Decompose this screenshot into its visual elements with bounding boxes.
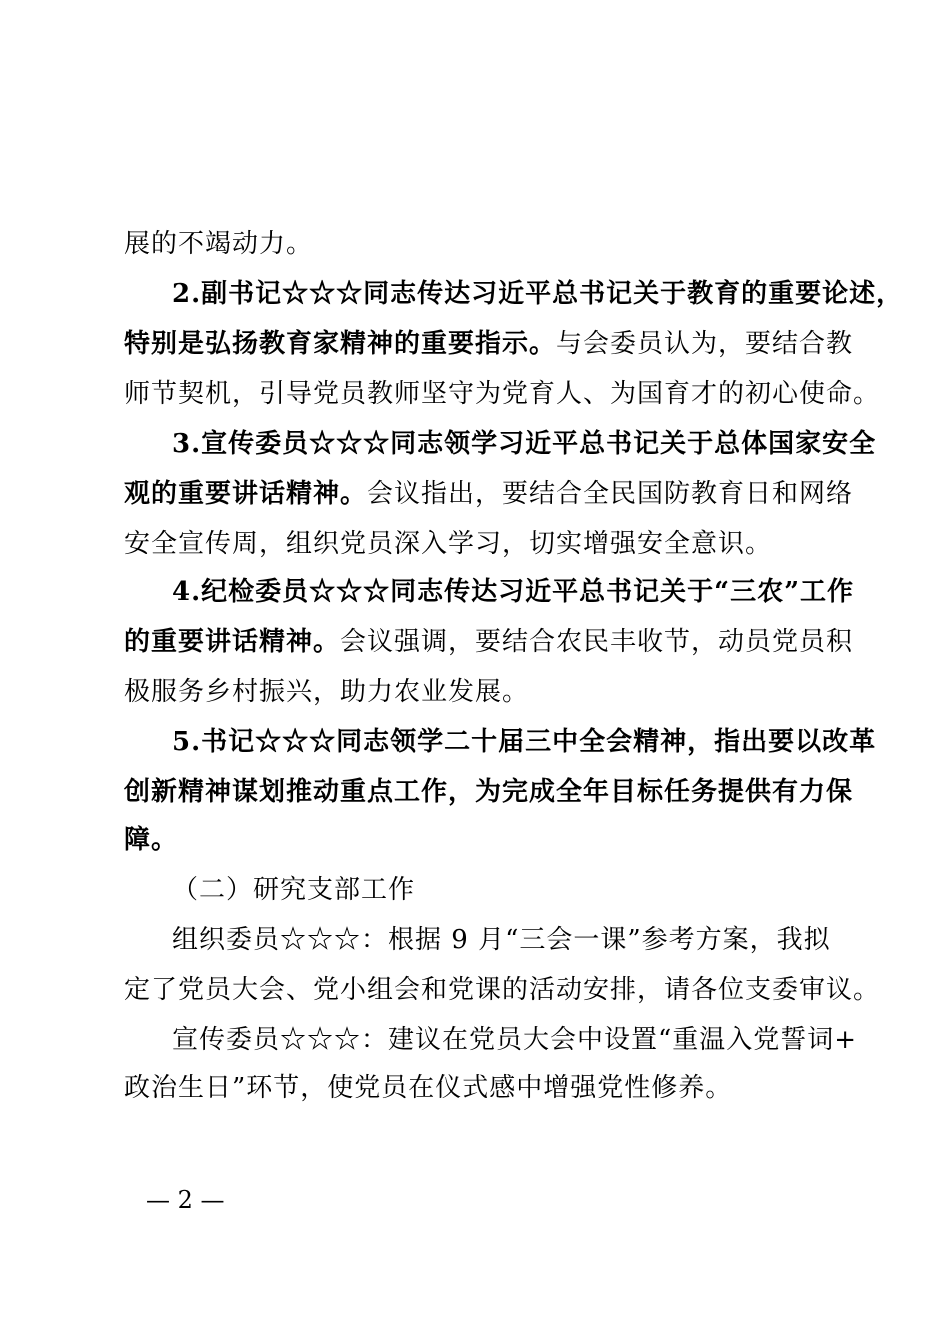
paragraph-line [172,914,831,966]
item-5-title-line [172,716,876,768]
item-4-line [124,616,853,668]
text-segment: 宣传委员☆☆☆：建议在党员大会中设置“重温入党誓词+ [172,1025,858,1055]
item-3-title-line [172,418,876,470]
paragraph-line [124,964,880,1016]
item-2-line [124,318,853,370]
text-segment: （二）研究支部工作 [172,875,416,905]
text-segment: 组织委员☆☆☆：根据 9 月“三会一课”参考方案，我拟 [172,925,831,955]
item-3-line [124,518,772,570]
text-segment: 展的不竭动力。 [124,229,314,259]
paragraph-line [172,1014,857,1066]
bold-text-segment: 特别是弘扬教育家精神的重要指示。 [124,329,557,359]
item-3-line [124,468,853,520]
item-5-line [124,814,178,866]
text-segment: 2.副书记☆☆☆同志传达习近平总书记关于教育的重要论述， [172,279,904,309]
text-segment: 师节契机，引导党员教师坚守为党育人、为国育才的初心使命。 [124,379,881,409]
text-segment: 障。 [124,825,179,855]
text-segment: 与会委员认为，要结合教 [556,329,854,359]
text-segment: 5.书记☆☆☆同志领学二十届三中全会精神，指出要以改革 [172,727,877,757]
paragraph-line [124,1062,732,1114]
section-heading [172,864,415,916]
text-segment: 极服务乡村振兴，助力农业发展。 [124,677,530,707]
text-segment: 创新精神谋划推动重点工作，为完成全年目标任务提供有力保 [124,777,854,807]
page-number: — 2 — [146,1186,225,1214]
text-segment: 定了党员大会、党小组会和党课的活动安排，请各位支委审议。 [124,975,881,1005]
item-4-title-line [172,566,854,618]
item-4-line [124,666,529,718]
text-segment: 安全宣传周，组织党员深入学习，切实增强安全意识。 [124,529,773,559]
paragraph-line [124,218,313,270]
text-segment: 3.宣传委员☆☆☆同志领学习近平总书记关于总体国家安全 [172,429,877,459]
text-segment: 4.纪检委员☆☆☆同志传达习近平总书记关于“三农”工作 [172,577,855,607]
bold-text-segment: 的重要讲话精神。 [124,627,341,657]
bold-text-segment: 观的重要讲话精神。 [124,479,368,509]
text-segment: 政治生日”环节，使党员在仪式感中增强党性修养。 [124,1073,733,1103]
text-segment: 会议指出，要结合全民国防教育日和网络 [367,479,854,509]
item-5-line [124,766,853,818]
item-2-line [124,368,880,420]
item-2-title-line [172,268,903,320]
text-segment: 会议强调，要结合农民丰收节，动员党员积 [340,627,854,657]
